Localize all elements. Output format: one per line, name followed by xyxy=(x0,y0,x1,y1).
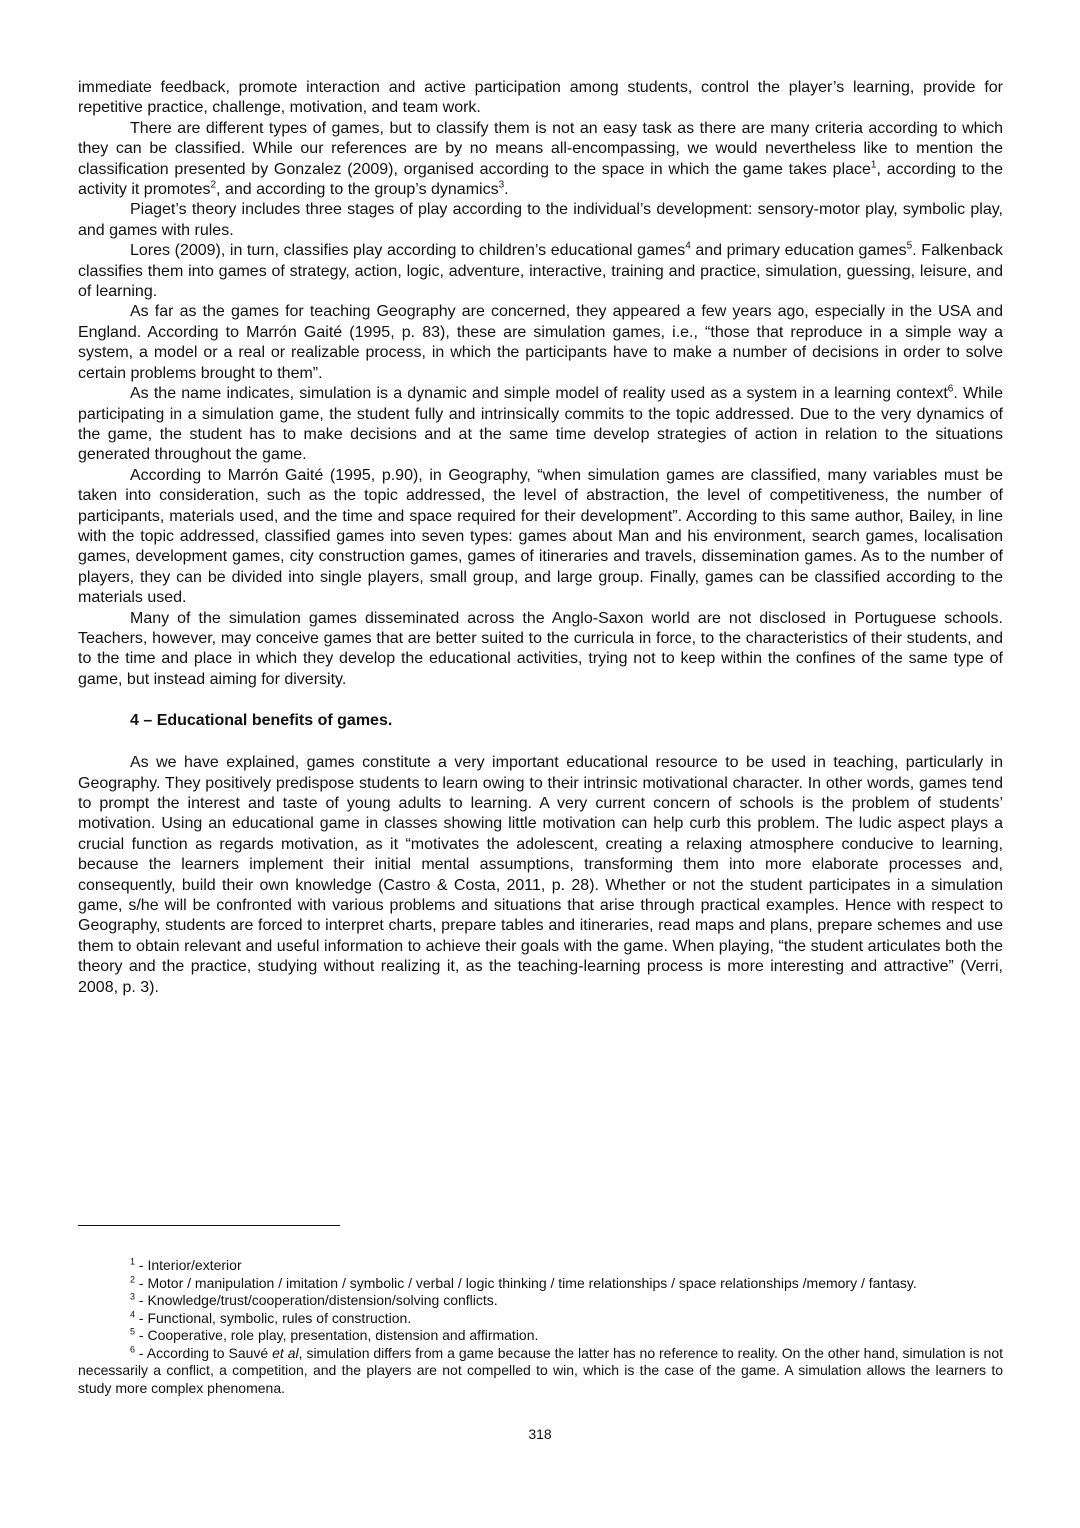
footnote-ref-2[interactable]: 2 xyxy=(210,179,217,191)
footnote-2: $^2$ - Motor / manipulation / imitation / symbolic / verbal / logic thinking / time relationships / space relationships /memory / fantasy. xyxy=(130,1273,917,1291)
paragraph-9: As we have explained, games constitute a very important educational resource to be used in teaching, particularly in Geography. They positively predispose students to learn owing to their intrinsic motivational character. In other words, games tend to prompt the interest and taste of young adults to learning. A very current concern of schools is the problem of students’ motivation. Using an educational game in classes showing little motivation can help curb this problem. The ludic aspect plays a crucial function as regards motivation, as it “motivates the adolescent, creating a relaxing atmosphere conducive to learning, because the learners implement their initial mental assumptions, transforming them into more elaborate processes and, consequently, build their own knowledge (Castro & Costa, 2011, p. 28). Whether or not the student participates in a simulation game, s/he will be confronted with various problems and situations that arise through practical examples. Hence with respect to Geography, students are forced to interpret charts, prepare tables and itineraries, read maps and plans, prepare schemes and use them to obtain relevant and useful information to achieve their goals with the game. When playing, “the student articulates both the theory and the practice, studying without realizing it, as the teaching-learning process is more interesting and attractive” (Verri, 2008, p. 3). xyxy=(78,754,1003,996)
footnote-ref-4[interactable]: 4 xyxy=(685,240,691,252)
footnote-6: $^6$ - According to Sauvé et al, simulation differs from a game because the latter has no reference to reality. On the other hand, simulation is not necessarily a conflict, a competition, and the players are not compelled to win, which is the case of the game. A simulation allows the learners to study more complex phenomena. xyxy=(78,1343,1003,1396)
paragraph-1: immediate feedback, promote interaction and active participation among students, control the player’s learning, provide for repetitive practice, challenge, motivation, and team work. xyxy=(78,79,1003,117)
page-body xyxy=(78,78,1003,998)
footnote-ref-5[interactable]: 5 xyxy=(906,240,913,252)
footnote-ref-6[interactable]: 6 xyxy=(947,383,954,395)
paragraph-2: There are different types of games, but to classify them is not an easy task as there are many criteria according to which they can be classified. While our references are by no means all-encompassing, we would nevertheless like to mention the classification presented by Gonzalez (2009), organised according to the space in which the game takes place$^1$, according to the activity it promotes$^2$, and according to the group’s dynamics$^3$. xyxy=(78,119,1003,199)
paragraph-8: Many of the simulation games disseminated across the Anglo-Saxon world are not disclosed in Portuguese schools. Teachers, however, may conceive games that are better suited to the curricula in force, to the characteristics of their students, and to the time and place in which they develop the educational activities, trying not to keep within the confines of the same type of game, but instead aiming for diversity. xyxy=(78,609,1003,688)
footnote-ref-3[interactable]: 3 xyxy=(498,179,505,191)
page-number: 318 xyxy=(528,1426,552,1442)
footnote-3: $^3$ - Knowledge/trust/cooperation/distension/solving conflicts. xyxy=(130,1291,498,1308)
footnote-1: $^1$ - Interior/exterior xyxy=(130,1256,242,1273)
footnote-divider xyxy=(78,1225,340,1226)
footnote-ref-1[interactable]: 1 xyxy=(870,159,877,171)
paragraph-4: Lores (2009), in turn, classifies play according to children’s educational games$^4$ and primary education games$^5$. Falkenback classifies them into games of strategy, action, logic, adventure, interactive, training and practice, simulation, guessing, leisure, and of learning. xyxy=(78,240,1004,301)
paragraph-3: Piaget’s theory includes three stages of play according to the individual’s development: sensory-motor play, symbolic play, and games with rules. xyxy=(78,201,1003,239)
paragraph-7: According to Marrón Gaité (1995, p.90), in Geography, “when simulation games are classified, many variables must be taken into consideration, such as the topic addressed, the level of abstraction, the level of competitiveness, the number of participants, materials used, and the time and space required for their development”. According to this same author, Bailey, in line with the topic addressed, classified games into seven types: games about Man and his environment, search games, localisation games, development games, city construction games, games of itineraries and travels, dissemination games. As to the number of players, they can be divided into single players, small group, and large group. Finally, games can be classified according to the materials used. xyxy=(78,466,1003,607)
footnotes xyxy=(78,1257,1003,1397)
paragraph-6: As the name indicates, simulation is a dynamic and simple model of reality used as a system in a learning context$^6$. While participating in a simulation game, the student fully and intrinsically commits to the topic addressed. Due to the very dynamics of the game, the student has to make decisions and at the same time develop strategies of action in relation to the situations generated throughout the game. xyxy=(78,383,1003,464)
footnote-4: $^4$ - Functional, symbolic, rules of construction. xyxy=(130,1308,412,1326)
paragraph-5: As far as the games for teaching Geography are concerned, they appeared a few years ago, especially in the USA and England. According to Marrón Gaité (1995, p. 83), these are simulation games, i.e., “those that reproduce in a simple way a system, a model or a real or realizable process, in which the participants have to make a number of decisions in order to solve certain problems brought to them”. xyxy=(78,303,1003,382)
section-heading: 4 – Educational benefits of games. xyxy=(130,712,393,730)
footnote-5: $^5$ - Cooperative, role play, presentation, distension and affirmation. xyxy=(130,1326,539,1343)
